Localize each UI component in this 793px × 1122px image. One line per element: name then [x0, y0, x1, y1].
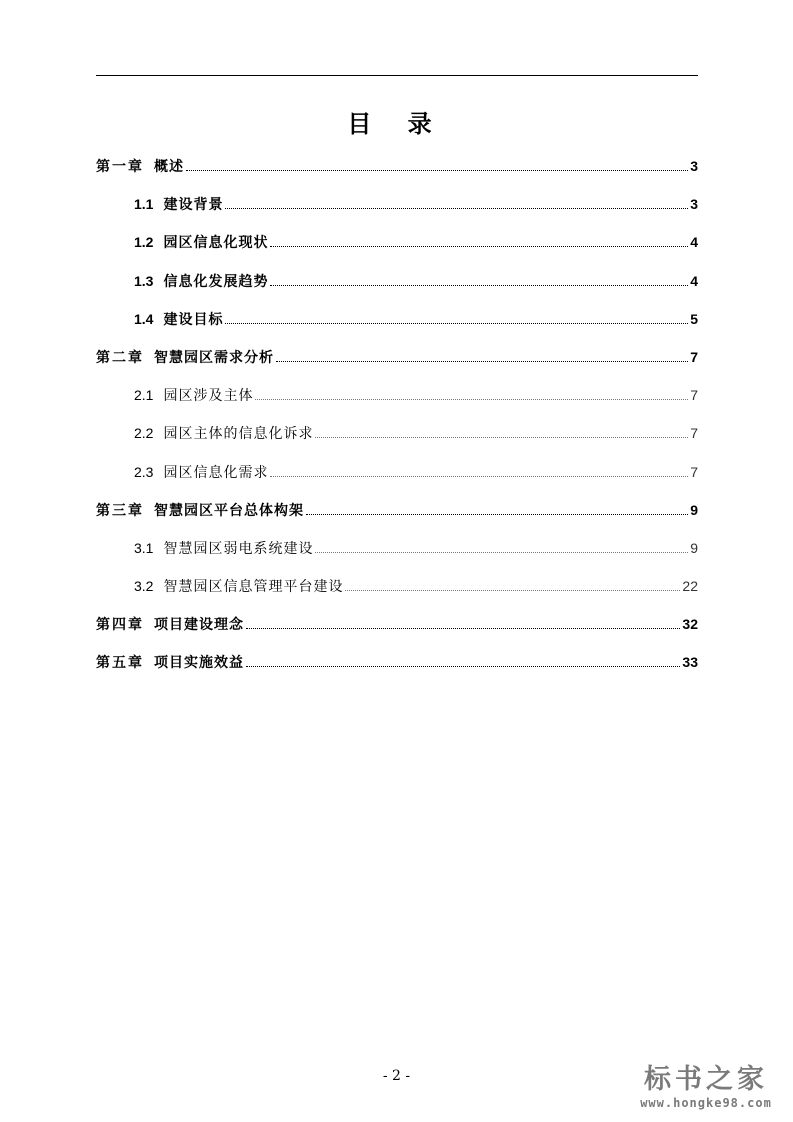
toc-entry-number: 2.2 — [134, 425, 154, 442]
toc-entry-number: 2.3 — [134, 463, 154, 480]
toc-entry-page: 9 — [690, 501, 698, 518]
toc-entry-page: 3 — [690, 158, 698, 174]
toc-entry-page: 9 — [690, 539, 698, 556]
toc-entry-page: 33 — [682, 654, 698, 671]
toc-dot-leader — [186, 158, 688, 171]
toc-entry-chapter-3[interactable] — [96, 500, 698, 538]
toc-entry-title: 建设目标 — [163, 311, 224, 328]
toc-dot-leader — [270, 464, 688, 477]
toc-entry-section-2-2[interactable] — [134, 423, 698, 461]
toc-entry-page: 7 — [690, 348, 698, 365]
toc-dot-leader — [255, 387, 688, 400]
header-rule — [96, 75, 698, 76]
toc-dot-leader — [276, 349, 688, 362]
toc-entry-title: 园区涉及主体 — [163, 388, 254, 405]
toc-entry-title: 智慧园区信息管理平台建设 — [163, 579, 344, 596]
toc-entry-page: 3 — [690, 196, 698, 213]
toc-entry-section-2-3[interactable] — [134, 462, 698, 500]
toc-entry-title: 智慧园区弱电系统建设 — [163, 540, 314, 557]
toc-entry-number: 第一章 — [96, 159, 144, 175]
toc-entry-title: 建设背景 — [163, 197, 224, 214]
toc-dot-leader — [246, 654, 680, 667]
toc-entry-chapter-4[interactable] — [96, 614, 698, 652]
toc-entry-page: 4 — [690, 234, 698, 251]
toc-entry-section-1-1[interactable] — [134, 194, 698, 232]
toc-entry-title: 信息化发展趋势 — [163, 273, 269, 290]
toc-dot-leader — [246, 616, 680, 629]
toc-entry-section-1-3[interactable] — [134, 271, 698, 309]
toc-entry-title: 智慧园区需求分析 — [154, 349, 274, 366]
toc-entry-section-1-2[interactable] — [134, 232, 698, 270]
toc-entry-section-3-1[interactable] — [134, 538, 698, 576]
toc-entry-section-2-1[interactable] — [134, 385, 698, 423]
toc-dot-leader — [225, 196, 688, 209]
watermark-url: www.hongke98.com — [640, 1096, 772, 1110]
toc-entry-page: 22 — [682, 578, 698, 595]
toc-entry-title: 园区信息化现状 — [163, 235, 269, 252]
toc-entry-number: 1.4 — [134, 310, 154, 327]
toc-entry-chapter-5[interactable] — [96, 652, 698, 690]
page-number: - 2 - — [382, 1068, 411, 1084]
toc-entry-number: 3.1 — [134, 539, 154, 556]
toc-entry-title: 智慧园区平台总体构架 — [154, 502, 304, 519]
toc-entry-number: 第四章 — [96, 617, 144, 634]
toc-entry-title: 项目实施效益 — [154, 655, 244, 672]
toc-entry-title: 园区主体的信息化诉求 — [163, 426, 314, 443]
toc-entry-number: 1.2 — [134, 234, 154, 251]
toc-entry-number: 第三章 — [96, 502, 144, 519]
toc-dot-leader — [306, 502, 688, 515]
watermark — [631, 1057, 781, 1110]
toc-entry-number: 1.3 — [134, 272, 154, 289]
toc-entry-title: 概述 — [154, 159, 184, 175]
toc-dot-leader — [270, 234, 688, 247]
toc-entry-page: 7 — [690, 425, 698, 442]
toc-dot-leader — [345, 578, 680, 591]
toc-entry-number: 2.1 — [134, 387, 154, 404]
toc-entry-number: 3.2 — [134, 578, 154, 595]
toc-entry-title: 园区信息化需求 — [163, 464, 269, 481]
table-of-contents — [96, 156, 698, 691]
toc-entry-title: 项目建设理念 — [154, 617, 244, 634]
toc-entry-page: 7 — [690, 463, 698, 480]
page-title: 目 录 — [347, 109, 446, 138]
toc-entry-page: 32 — [682, 616, 698, 633]
toc-entry-number: 第二章 — [96, 349, 144, 366]
toc-entry-chapter-1[interactable] — [96, 156, 698, 194]
toc-dot-leader — [315, 425, 688, 438]
toc-dot-leader — [315, 540, 688, 553]
toc-entry-section-3-2[interactable] — [134, 576, 698, 614]
watermark-logo: 标书之家 — [644, 1064, 768, 1095]
toc-entry-number: 第五章 — [96, 655, 144, 672]
toc-entry-section-1-4[interactable] — [134, 309, 698, 347]
toc-entry-page: 7 — [690, 387, 698, 404]
toc-entry-page: 4 — [690, 272, 698, 289]
toc-dot-leader — [225, 311, 688, 324]
toc-entry-chapter-2[interactable] — [96, 347, 698, 385]
toc-entry-number: 1.1 — [134, 196, 154, 213]
toc-dot-leader — [270, 273, 688, 286]
toc-entry-page: 5 — [690, 310, 698, 327]
